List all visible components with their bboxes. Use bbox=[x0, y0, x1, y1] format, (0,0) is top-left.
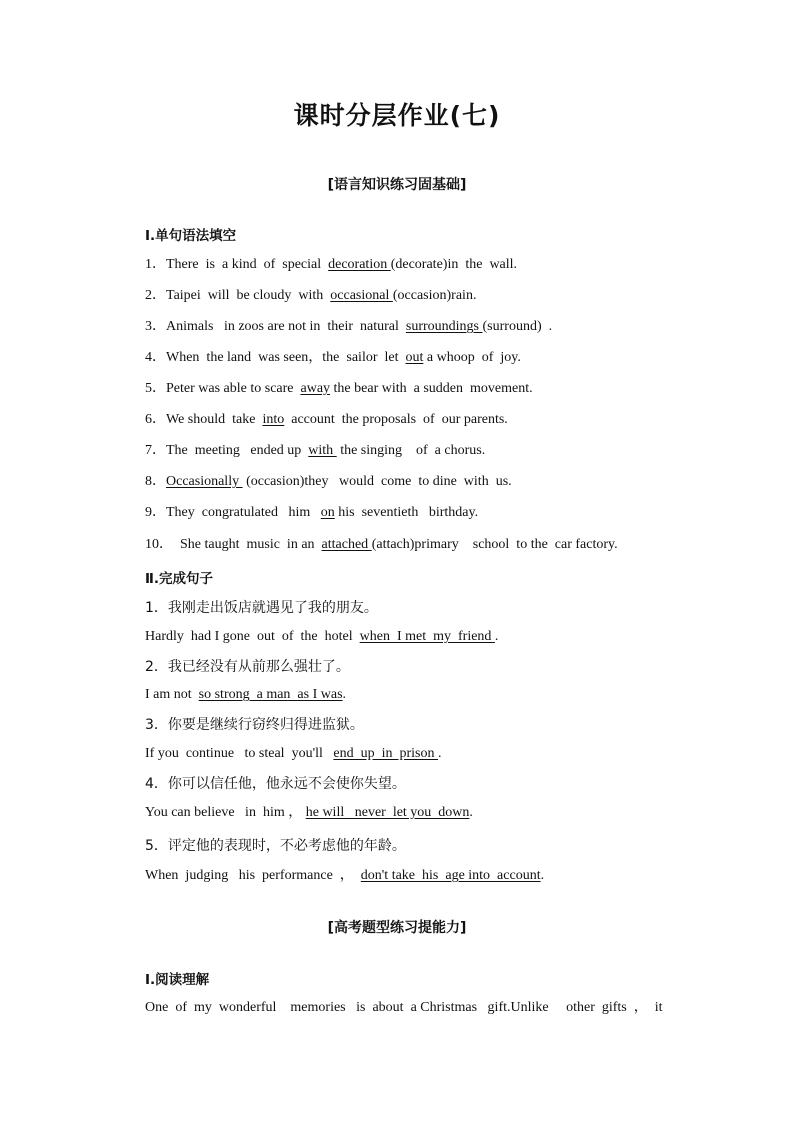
answer: decoration bbox=[328, 257, 391, 272]
chinese-prompt: 5．评定他的表现时，不必考虑他的年龄。 bbox=[145, 838, 406, 854]
answer: on bbox=[320, 505, 335, 520]
answer: away bbox=[300, 381, 331, 396]
answer: when I met my friend bbox=[359, 629, 495, 644]
page-title: 课时分层作业(七) bbox=[293, 101, 501, 130]
answer: don't take his age into account bbox=[360, 868, 541, 883]
exercise-item: 7．The meeting ended up with the singing of a chorus. bbox=[145, 443, 486, 458]
answer: Occasionally bbox=[166, 474, 243, 489]
exercise-item: 2．Taipei will be cloudy with occasional (occasion)rain. bbox=[145, 288, 477, 303]
heading-reading: Ⅰ.阅读理解 bbox=[145, 972, 210, 988]
exercise-item: 6．We should take into account the proposals of our parents. bbox=[145, 412, 508, 427]
section-title-basics: [语言知识练习固基础] bbox=[327, 177, 467, 193]
answer: attached bbox=[321, 537, 372, 552]
exercise-item: 3．Animals in zoos are not in their natural surroundings (surround) . bbox=[145, 319, 553, 334]
section-title-exam: [高考题型练习提能力] bbox=[327, 920, 467, 936]
chinese-prompt: 2．我已经没有从前那么强壮了。 bbox=[145, 659, 350, 675]
answer: end up in prison bbox=[333, 746, 438, 761]
sentence-answer: If you continue to steal you'll end up in prison . bbox=[145, 746, 442, 761]
heading-complete-sentences: Ⅱ.完成句子 bbox=[145, 571, 214, 587]
exercise-item: 1．There is a kind of special decoration (decorate)in the wall. bbox=[145, 257, 518, 272]
reading-passage: One of my wonderful memories is about a Christmas gift.Unlike other gifts ， it bbox=[145, 1000, 663, 1015]
answer: into bbox=[262, 412, 285, 427]
chinese-prompt: 3．你要是继续行窃终归得进监狱。 bbox=[145, 717, 364, 733]
exercise-item: 10． She taught music in an attached (attach)primary school to the car factory. bbox=[145, 537, 618, 552]
exercise-item: 9．They congratulated him on his seventieth birthday. bbox=[145, 505, 479, 520]
chinese-prompt: 1．我刚走出饭店就遇见了我的朋友。 bbox=[145, 600, 378, 616]
exercise-item: 4．When the land was seen，the sailor let out a whoop of joy. bbox=[145, 350, 521, 365]
answer: occasional bbox=[330, 288, 393, 303]
answer: with bbox=[308, 443, 337, 458]
chinese-prompt: 4．你可以信任他，他永远不会使你失望。 bbox=[145, 776, 406, 792]
exercise-item: 8．Occasionally (occasion)they would come to dine with us. bbox=[145, 474, 512, 489]
answer: he will never let you down bbox=[305, 805, 470, 820]
answer: out bbox=[405, 350, 424, 365]
sentence-answer: You can believe in him ， he will never let you down. bbox=[145, 805, 473, 820]
answer: surroundings bbox=[405, 319, 483, 334]
sentence-answer: I am not so strong a man as I was. bbox=[145, 687, 347, 702]
sentence-answer: Hardly had I gone out of the hotel when I met my friend . bbox=[145, 629, 499, 644]
heading-grammar-fill: Ⅰ.单句语法填空 bbox=[145, 228, 237, 244]
sentence-answer: When judging his performance ， don't take his age into account. bbox=[145, 868, 545, 883]
exercise-item: 5．Peter was able to scare away the bear with a sudden movement. bbox=[145, 381, 533, 396]
answer: so strong a man as I was bbox=[198, 687, 343, 702]
